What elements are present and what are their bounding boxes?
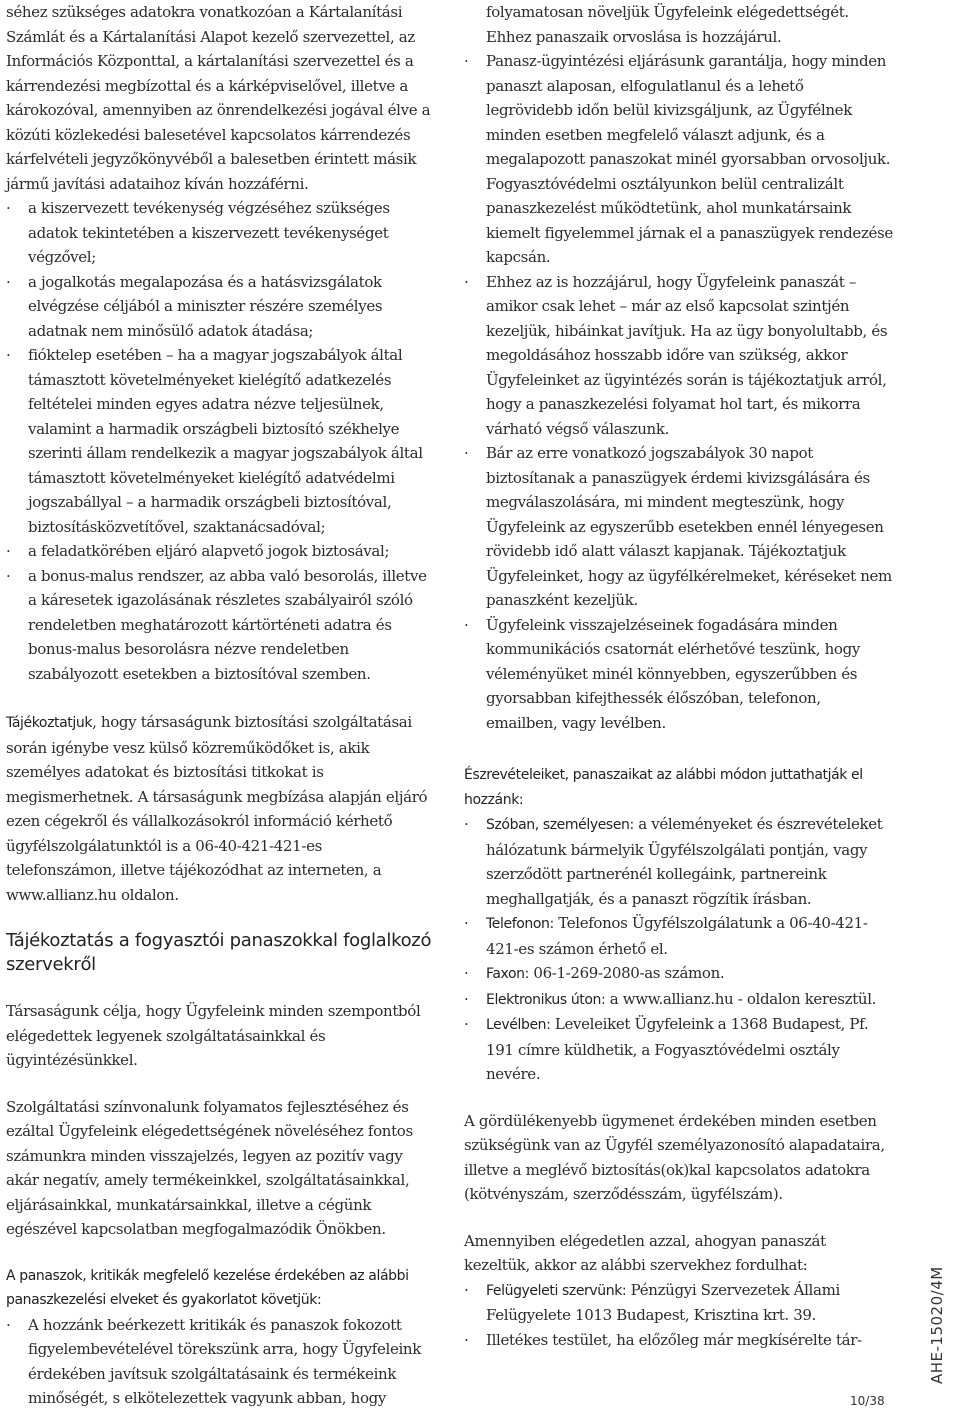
channel-text: Telefonos Ügyfélszolgálatunk a 06-40-421-421-es számon érhető el. xyxy=(486,914,868,958)
quality-paragraph: Szolgáltatási színvonalunk folyamatos fejlesztéséhez és ezáltal Ügyfeleink elégedettségének növeléséhez fontos számunkra minden visszajelzés, legyen az pozitív vagy akár negatív, amely termékeinkkel, szolgáltatásainkkal, eljárásainkkal, munkatársainkkal, illetve a cégünk egészével kapcsolatban megfogalmazódik Önökben. xyxy=(6,1097,413,1238)
authority-item xyxy=(464,1278,894,1328)
authority-text: Illetékes testület, ha előzőleg már megkísérelte tár- xyxy=(486,1330,862,1349)
identification-paragraph: A gördülékenyebb ügymenet érdekében minden esetben szükségünk van az Ügyfél személyazonosító alapadataira, illetve a meglévő biztosítás(ok)kal kapcsolatos adatokra (kötvényszám, szerződésszám, ügyfélszám). xyxy=(464,1111,885,1203)
channel-label: Faxon: xyxy=(486,966,529,982)
channel-label: Elektronikus úton: xyxy=(486,991,606,1008)
document-code: AHE-15020/4M xyxy=(928,1266,946,1384)
contractors-info-paragraph xyxy=(6,710,434,907)
channel-text: 06-1-269-2080-as számon. xyxy=(528,964,725,982)
channel-item xyxy=(464,961,894,987)
list-item: · Bár az erre vonatkozó jogszabályok 30 napot biztosítanak a panaszügyek érdemi kivizsgálására és megválaszolására, mi mindent megteszünk, hogy Ügyfeleink az egyszerűbb esetekben ennél lényegesen rövidebb idő alatt választ kapjanak. Tájékoztatjuk Ügyfeleinket, hogy az ügyfélkérelmeket, kéréseket nem panaszként kezeljük. xyxy=(464,441,894,613)
channel-label: Telefonon: xyxy=(486,916,554,932)
authority-label: Felügyeleti szervünk: xyxy=(486,1282,627,1299)
channel-text: a www.allianz.hu - oldalon keresztül. xyxy=(605,989,877,1008)
authority-item xyxy=(464,1328,894,1354)
dissatisfied-paragraph: Amennyiben elégedetlen azzal, ahogyan panaszát kezeltük, akkor az alábbi szervekhez fordulhat: xyxy=(464,1231,826,1274)
goal-paragraph: Társaságunk célja, hogy Ügyfeleink minden szempontból elégedettek legyenek szolgáltatásainkkal és ügyintézésünkkel. xyxy=(6,1002,421,1069)
principles-list xyxy=(464,49,894,735)
list-item: · fióktelep esetében – ha a magyar jogszabályok által támasztott követelményeket kielégítő adatkezelés feltételei minden egyes adatra nézve teljesülnek, valamint a harmadik országbeli biztosító székhelye szerinti állam rendelkezik a magyar jogszabályok által támasztott követelményeket kielégítő adatvédelmi jogszabállyal – a harmadik országbeli biztosítóval, biztosításközvetítővel, szaktanácsadóval; xyxy=(6,343,434,539)
list-item: · a kiszervezett tevékenység végzéséhez szükséges adatok tekintetében a kiszervezett tevékenységet végzővel; xyxy=(6,196,434,270)
channels-list xyxy=(464,812,894,1087)
principles-heading: A panaszok, kritikák megfelelő kezelése érdekében az alábbi panaszkezelési elveket és gyakorlatot követjük: xyxy=(6,1267,409,1308)
channel-label: Levélben: xyxy=(486,1017,551,1033)
page-number: 10/38 xyxy=(850,1394,885,1408)
channel-item xyxy=(464,911,894,961)
channel-text: a véleményeket és észrevételeket hálózatunk bármelyik Ügyfélszolgálati pontján, vagy szerződött partnerénél kollegáink, partnereink meghallgatják, és a panaszt rögzítik írásban. xyxy=(486,815,883,908)
continuation-paragraph: folyamatosan növeljük Ügyfeleink elégedettségét. Ehhez panaszaik orvoslása is hozzájárul. xyxy=(486,3,849,46)
authorities-list xyxy=(464,1278,894,1354)
info-text: , hogy társaságunk biztosítási szolgáltatásai során igénybe vesz külső közreműködőket is, akik személyes adatokat és biztosítási titkokat is megismerhetnek. A társaságunk megbízása alapján eljáró ezen cégekről és vállalkozásokról információ kérhető ügyfélszolgálatunktól is a 06-40-421-421-es telefonszámon, illetve tájékozódhat az interneten, a www.allianz.hu oldalon. xyxy=(6,713,428,904)
channel-text: Leveleiket Ügyfeleink a 1368 Budapest, Pf. 191 címre küldhetik, a Fogyasztóvédelmi osztály nevére. xyxy=(486,1015,869,1083)
channels-heading: Észrevételeiket, panaszaikat az alábbi módon juttathatják el hozzánk: xyxy=(464,767,863,808)
info-lead: Tájékoztatjuk xyxy=(6,715,93,731)
list-item: · A hozzánk beérkezett kritikák és panaszok fokozott figyelembevételével törekszünk arra, hogy Ügyfeleink érdekében javítsuk szolgáltatásaink és termékeink minőségét, s elkötelezettek vagyunk abban, hogy xyxy=(6,1313,434,1411)
list-item: · Ehhez az is hozzájárul, hogy Ügyfeleink panaszát – amikor csak lehet – már az első kapcsolat szintjén kezeljük, hibáinkat javítjuk. Ha az ügy bonyolultabb, és megoldásához hosszabb időre van szükség, akkor Ügyfeleinket az ügyintézés során is tájékoztatjuk arról, hogy a panaszkezelési folyamat hol tart, és mikorra várható végső válaszunk. xyxy=(464,270,894,442)
list-item: · Panasz-ügyintézési eljárásunk garantálja, hogy minden panaszt alaposan, elfogulatlanul és a lehető legrövidebb időn belül kivizsgáljunk, az Ügyfélnek minden esetben megfelelő választ adjunk, és a megalapozott panaszokat minél gyorsabban orvosoljuk. Fogyasztóvédelmi osztályunkon belül centralizált panaszkezelést működtetünk, ahol munkatársaink kiemelt figyelemmel járnak el a panaszügyek rendezése kapcsán. xyxy=(464,49,894,270)
data-transfer-list xyxy=(6,196,434,686)
channel-label: Szóban, személyesen: xyxy=(486,817,634,833)
channel-item xyxy=(464,1012,894,1087)
list-item: · a feladatkörében eljáró alapvető jogok biztosával; xyxy=(6,539,434,564)
right-column xyxy=(464,0,894,1353)
channel-item xyxy=(464,987,894,1013)
list-item: · Ügyfeleink visszajelzéseinek fogadására minden kommunikációs csatornát elérhetővé teszünk, hogy véleményüket minél könnyebben, egyszerűbben és gyorsabban kifejthessék élőszóban, telefonon, emailben, vagy levélben. xyxy=(464,613,894,736)
intro-paragraph: séhez szükséges adatokra vonatkozóan a Kártalanítási Számlát és a Kártalanítási Alapot kezelő szervezettel, az Információs Központtal, a kártalanítási szervezettel és a kárrendezési megbízottal és a kárképviselővel, illetve a károkozóval, amennyiben az önrendelkezési jogával élve a közúti közlekedési balesetével kapcsolatos kárrendezés kárfelvételi jegyzőkönyvéből a balesetben érintett másik jármű javítási adataihoz kíván hozzáférni. xyxy=(6,3,431,193)
authority-text: Pénzügyi Szervezetek Állami Felügyelete 1013 Budapest, Krisztina krt. 39. xyxy=(486,1280,840,1324)
section-heading: Tájékoztatás a fogyasztói panaszokkal foglalkozó szervekről xyxy=(6,930,432,975)
list-item: · a bonus-malus rendszer, az abba való besorolás, illetve a káresetek igazolásának részletes szabályairól szóló rendeletben meghatározott kártörténeti adatra és bonus-malus besorolásra nézve rendeletben szabályozott esetekben a biztosítóval szemben. xyxy=(6,564,434,687)
channel-item xyxy=(464,812,894,911)
list-item: · a jogalkotás megalapozása és a hatásvizsgálatok elvégzése céljából a miniszter részére személyes adatnak nem minősülő adatok átadása; xyxy=(6,270,434,344)
left-column xyxy=(6,0,434,1411)
